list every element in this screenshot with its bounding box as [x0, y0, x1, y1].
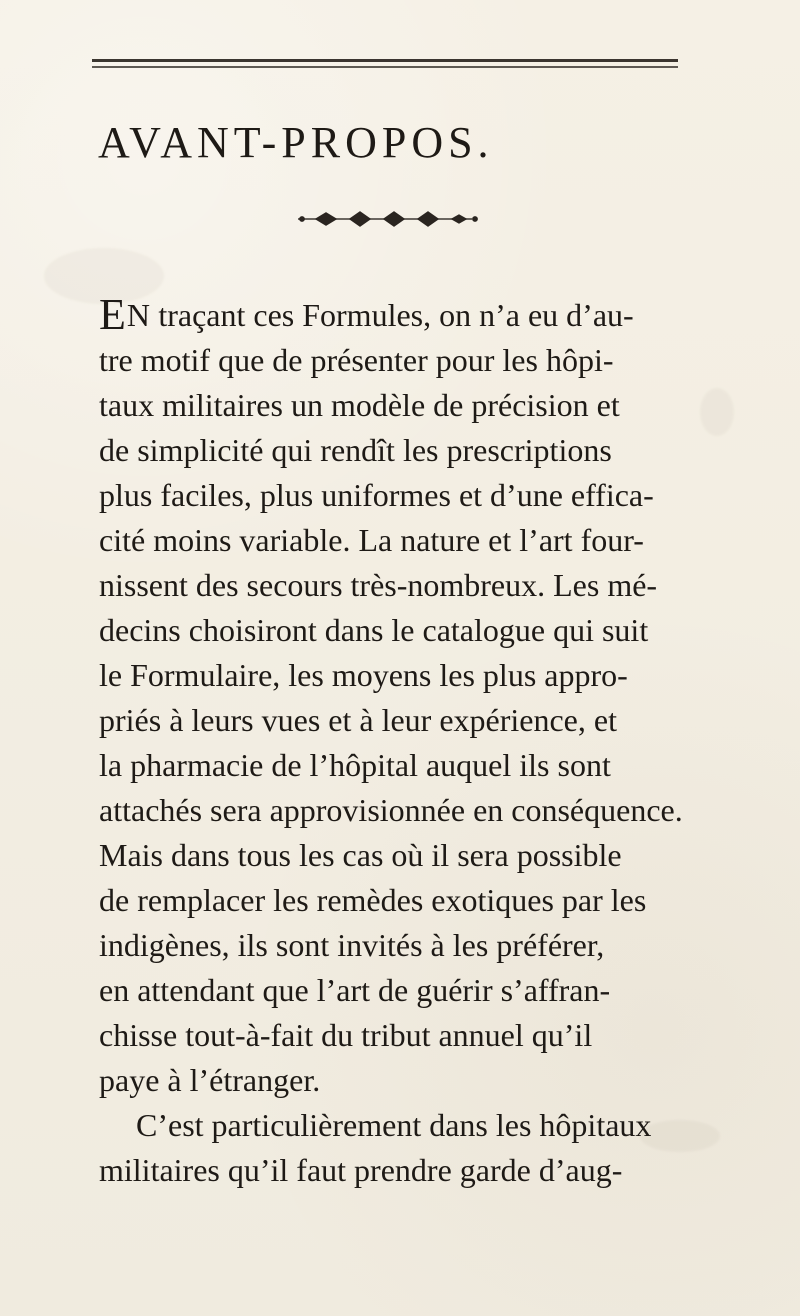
body-line-16: chisse tout-à-fait du tribut annuel qu’il: [99, 1017, 593, 1053]
body-line-2: taux militaires un modèle de précision et: [99, 387, 620, 423]
body-line-opening: [99, 290, 677, 339]
body-line-19: militaires qu’il faut prendre garde d’aug-: [99, 1152, 623, 1188]
body-line-4: plus faciles, plus uniformes et d’une effica-: [99, 477, 654, 513]
top-rule-line-secondary: [92, 66, 678, 68]
top-rule-line-primary: [92, 59, 678, 62]
drop-cap: E: [99, 290, 126, 339]
body-line-1: tre motif que de présenter pour les hôpi-: [99, 342, 614, 378]
ornamental-divider-icon: [288, 208, 482, 230]
body-line-10: la pharmacie de l’hôpital auquel ils sont: [99, 747, 611, 783]
body-line-18: C’est particulièrement dans les hôpitaux: [136, 1107, 652, 1143]
body-text: [99, 290, 683, 1193]
body-line-3: de simplicité qui rendît les prescriptions: [99, 432, 612, 468]
body-line-5: cité moins variable. La nature et l’art four-: [99, 522, 644, 558]
body-line-11: attachés sera approvisionnée en conséquence.: [99, 792, 683, 828]
body-line-13: de remplacer les remèdes exotiques par les: [99, 882, 647, 918]
body-line-9: priés à leurs vues et à leur expérience, et: [99, 702, 617, 738]
body-line-8: le Formulaire, les moyens les plus appro-: [99, 657, 628, 693]
page-title: AVANT-PROPOS.: [98, 118, 494, 167]
body-line-15: en attendant que l’art de guérir s’affran-: [99, 972, 611, 1008]
body-line-14: indigènes, ils sont invités à les préférer,: [99, 927, 605, 963]
opening-line-rest: traçant ces Formules, on n’a eu d’au-: [150, 297, 634, 333]
top-rule: [92, 58, 678, 70]
opening-small-caps: N: [126, 297, 151, 333]
body-line-7: decins choisiront dans le catalogue qui suit: [99, 612, 649, 648]
paper-stain: [700, 388, 734, 436]
body-line-12: Mais dans tous les cas où il sera possible: [99, 837, 622, 873]
body-line-6: nissent des secours très-nombreux. Les mé-: [99, 567, 658, 603]
body-line-17: paye à l’étranger.: [99, 1062, 321, 1098]
